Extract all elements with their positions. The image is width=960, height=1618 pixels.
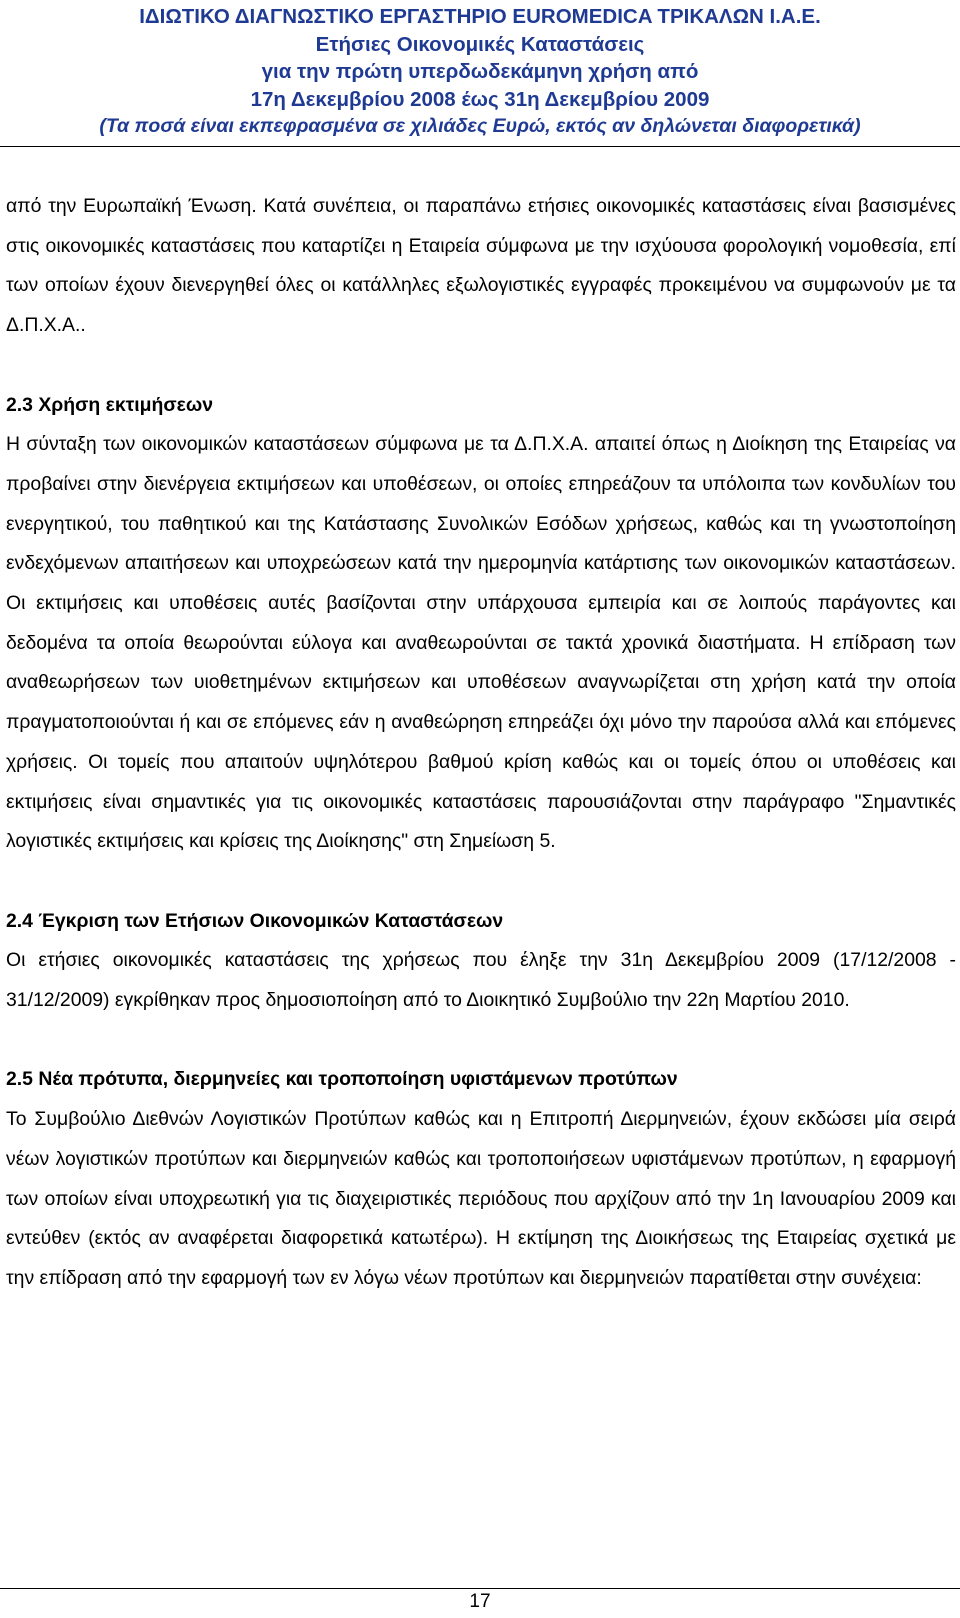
period-dates: 17η Δεκεμβρίου 2008 έως 31η Δεκεμβρίου 2009 [250,87,710,111]
header-divider [0,146,960,147]
footer-divider [0,1588,960,1589]
section-heading-new-standards: 2.5 Νέα πρότυπα, διερμηνείες και τροποποίηση υφιστάμενων προτύπων [6,1068,678,1091]
company-name: ΙΔΙΩΤΙΚΟ ΔΙΑΓΝΩΣΤΙΚΟ ΕΡΓΑΣΤΗΡΙΟ EUROMEDICA ΤΡΙΚΑΛΩΝ Ι.Α.Ε. [139,5,821,28]
section-heading-approval: 2.4 Έγκριση των Ετήσιων Οικονομικών Καταστάσεων [6,909,504,932]
section-text-estimates: Η σύνταξη των οικονομικών καταστάσεων σύμφωνα με τα Δ.Π.Χ.Α. απαιτεί όπως η Διοίκηση της Εταιρείας να προβαίνει στην διενέργεια εκτιμήσεων και υποθέσεων, οι οποίες επηρεάζουν τα υπόλοιπα των κονδυλίων του ενεργητικού, του παθητικού και της Κατάστασης Συνολικών Εσόδων χρήσεως, καθώς και τη γνωστοποίηση ενδεχόμενων απαιτήσεων και υποχρεώσεων κατά την ημερομηνία κατάρτισης των οικονομικών καταστάσεων. Οι εκτιμήσεις και υποθέσεις αυτές βασίζονται στην υπάρχουσα εμπειρία και σε λοιπούς παράγοντες και δεδομένα τα οποία θεωρούνται εύλογα και αναθεωρούνται σε τακτά χρονικά διαστήματα. Η επίδραση των αναθεωρήσεων των υιοθετημένων εκτιμήσεων και υποθέσεων αναγνωρίζεται στη χρήση κατά την οποία πραγματοποιούνται ή και σε επόμενες εάν η αναθεώρηση επηρεάζει όχι μόνο την παρούσα αλλά και επόμενες χρήσεις. Οι τομείς που απαιτούν υψηλότερου βαθμού κρίση καθώς και οι τομείς όπου οι υποθέσεις και εκτιμήσεις είναι σημαντικές για τις οικονομικές καταστάσεις παρουσιάζονται στην παράγραφο "Σημαντικές λογιστικές εκτιμήσεις και κρίσεις της Διοίκησης" στη Σημείωση 5. [6,433,956,853]
section-text-new-standards: Το Συμβούλιο Διεθνών Λογιστικών Προτύπων καθώς και η Επιτροπή Διερμηνειών, έχουν εκδώσει μία σειρά νέων λογιστικών προτύπων και διερμηνειών καθώς και τροποποιήσεων υφιστάμενων προτύπων, η εφαρμογή των οποίων είναι υποχρεωτική για τις διαχειριστικές περιόδους που αρχίζουν από την 1η Ιανουαρίου 2009 και εντεύθεν (εκτός αν αναφέρεται διαφορετικά κατωτέρω). Η εκτίμηση της Διοικήσεως της Εταιρείας σχετικά με την επίδραση από την εφαρμογή των εν λόγω νέων προτύπων και διερμηνειών παρατίθεται στην συνέχεια: [6,1108,956,1289]
page-header [0,3,960,141]
document-body [6,187,956,1299]
period-line: για την πρώτη υπερδωδεκάμηνη χρήση από [261,60,699,83]
amounts-note: (Τα ποσά είναι εκπεφρασμένα σε χιλιάδες Ευρώ, εκτός αν δηλώνεται διαφορετικά) [99,115,861,137]
section-text-approval: Οι ετήσιες οικονομικές καταστάσεις της χρήσεως που έληξε την 31η Δεκεμβρίου 2009 (17/12/2008 - 31/12/2009) εγκρίθηκαν προς δημοσιοποίηση από το Διοικητικό Συμβούλιο την 22η Μαρτίου 2010. [6,949,956,1012]
page-number: 17 [469,1591,491,1612]
section-spacer [6,1021,956,1061]
document-title: Ετήσιες Οικονομικές Καταστάσεις [315,32,645,56]
section-spacer [6,346,956,386]
section-heading-estimates: 2.3 Χρήση εκτιμήσεων [6,393,214,416]
intro-paragraph: από την Ευρωπαϊκή Ένωση. Κατά συνέπεια, οι παραπάνω ετήσιες οικονομικές καταστάσεις είναι βασισμένες στις οικονομικές καταστάσεις που καταρτίζει η Εταιρεία σύμφωνα με την ισχύουσα φορολογική νομοθεσία, επί των οποίων έχουν διενεργηθεί όλες οι κατάλληλες εξωλογιστικές εγγραφές προκειμένου να συμφωνούν με τα Δ.Π.Χ.Α.. [6,195,956,337]
section-spacer [6,862,956,902]
